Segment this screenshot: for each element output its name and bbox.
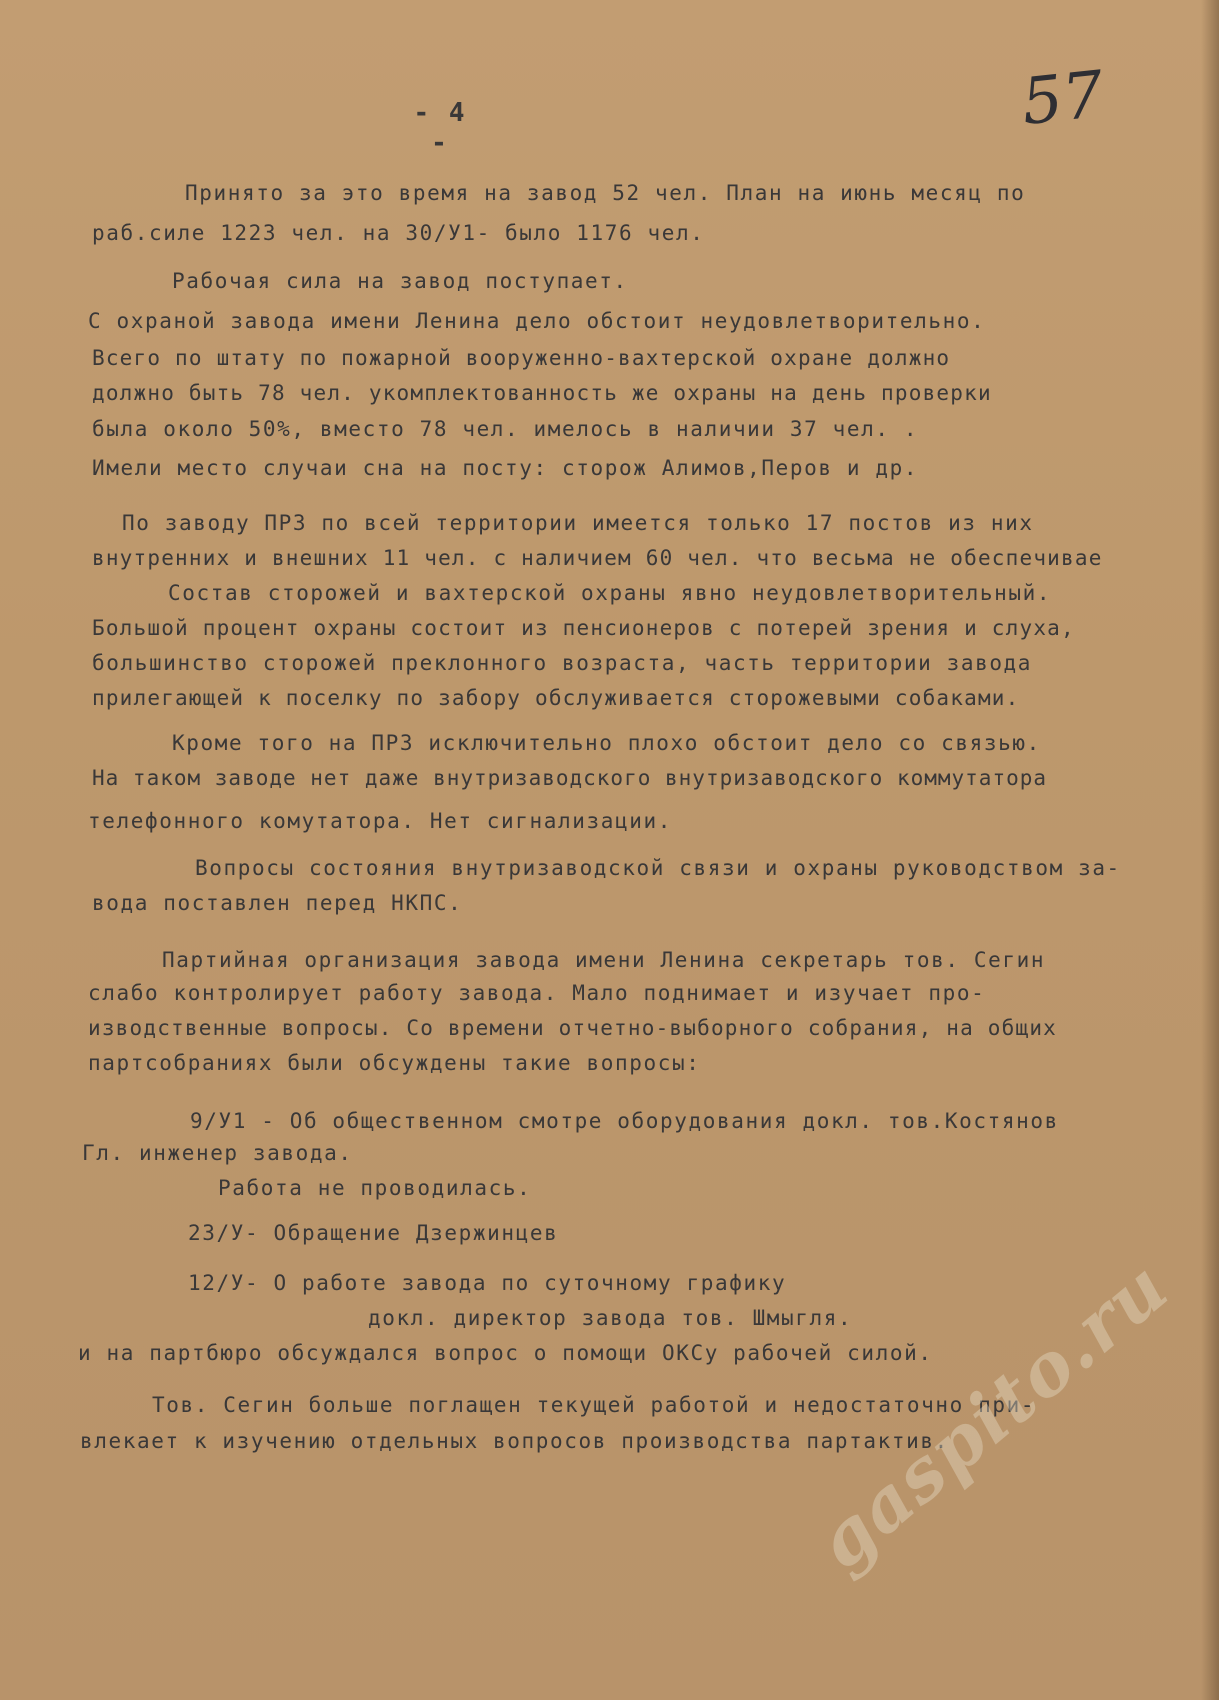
text-line: докл. директор завода тов. Шмыгля. (368, 1306, 853, 1330)
text-line: большинство сторожей преклонного возраста, часть территории завода (92, 651, 1033, 675)
text-line: 23/У- Обращение Дзержинцев (188, 1221, 559, 1245)
text-line: партсобраниях были обсуждены такие вопросы: (88, 1051, 701, 1075)
text-line: телефонного комутатора. Нет сигнализации. (88, 809, 672, 833)
page-edge-shadow (1201, 0, 1219, 1700)
text-line: Тов. Сегин больше поглащен текущей работой и недостаточно при- (152, 1393, 1036, 1417)
text-line: прилегающей к поселку по забору обслуживается сторожевыми собаками. (92, 686, 1020, 710)
text-line: Всего по штату по пожарной вооруженно-вахтерской охране должно (92, 346, 951, 370)
handwritten-folio-number: 57 (1018, 57, 1108, 141)
text-line: С охраной завода имени Ленина дело обстоит неудовлетворительно. (88, 309, 986, 333)
text-line: По заводу ПРЗ по всей территории имеется только 17 постов из них (122, 511, 1034, 535)
text-line: Партийная организация завода имени Ленина секретарь тов. Сегин (162, 948, 1046, 972)
text-line: 12/У- О работе завода по суточному графику (188, 1271, 787, 1295)
text-line: Имели место случаи сна на посту: сторож Алимов,Перов и др. (92, 456, 919, 480)
text-line: Работа не проводилась. (218, 1176, 532, 1200)
text-line: Кроме того на ПРЗ исключительно плохо обстоит дело со связью. (172, 731, 1041, 755)
text-line: Рабочая сила на завод поступает. (172, 269, 628, 293)
text-line: влекает к изучению отдельных вопросов производства партактив. (80, 1429, 949, 1453)
text-line: Гл. инженер завода. (82, 1141, 353, 1165)
text-line: На таком заводе нет даже внутризаводского внутризаводского коммутатора (92, 766, 1048, 790)
text-line: 9/У1 - Об общественном смотре оборудования докл. тов.Костянов (190, 1109, 1059, 1133)
watermark-logo: gaspito.ru (800, 1243, 1185, 1586)
text-line: Вопросы состояния внутризаводской связи и охраны руководством за- (195, 856, 1121, 880)
page-number: - 4 - (413, 98, 467, 158)
text-line: внутренних и внешних 11 чел. с наличием 60 чел. что весьма не обеспечивае (92, 546, 1103, 570)
text-line: была около 50%, вместо 78 чел. имелось в наличии 37 чел. . (92, 417, 919, 441)
text-line: Большой процент охраны состоит из пенсионеров с потерей зрения и слуха, (92, 616, 1075, 640)
text-line: Состав сторожей и вахтерской охраны явно неудовлетворительный. (168, 581, 1052, 605)
text-line: должно быть 78 чел. укомплектованность же охраны на день проверки (92, 381, 992, 405)
text-line: вода поставлен перед НКПС. (92, 891, 463, 915)
text-line: Принято за это время на завод 52 чел. План на июнь месяц по (185, 181, 1026, 205)
text-line: слабо контролирует работу завода. Мало поднимает и изучает про- (88, 981, 986, 1005)
text-line: и на партбюро обсуждался вопрос о помощи ОКСу рабочей силой. (78, 1341, 933, 1365)
text-line: изводственные вопросы. Со времени отчетно-выборного собрания, на общих (88, 1016, 1058, 1040)
text-line: раб.силе 1223 чел. на 30/У1- было 1176 чел. (92, 221, 705, 245)
